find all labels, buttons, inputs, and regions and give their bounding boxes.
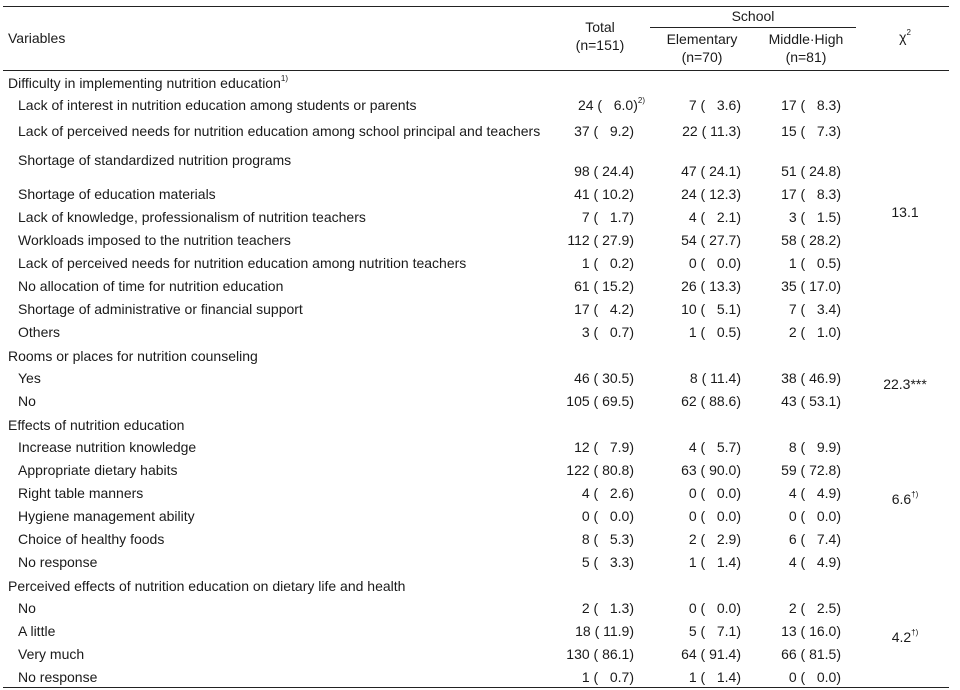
elementary-value: 62 ( 88.6) <box>681 393 741 409</box>
header-variables: Variables <box>8 30 66 46</box>
row-label: Very much <box>18 646 85 662</box>
row-label: Lack of perceived needs for nutrition education among school principal and teachers <box>18 123 541 139</box>
elementary-value: 22 ( 11.3) <box>682 123 741 139</box>
section-title-text: Rooms or places for nutrition counseling <box>8 348 258 364</box>
footnote-marker: 1) <box>280 74 289 84</box>
row-label: Lack of knowledge, professionalism of nutrition teachers <box>18 209 366 225</box>
total-value-text: 61 ( 15.2) <box>574 278 634 294</box>
middle-high-value: 0 ( 0.0) <box>788 508 841 524</box>
row-label: Yes <box>18 370 41 386</box>
total-value-text: 2 ( 1.3) <box>581 600 634 616</box>
row-label: Workloads imposed to the nutrition teachers <box>18 232 291 248</box>
header-middle-high <box>756 30 856 66</box>
header-elementary <box>652 30 752 66</box>
total-value <box>555 507 645 525</box>
total-value <box>555 162 645 180</box>
section-title <box>8 416 184 434</box>
school-group-rule <box>650 27 856 28</box>
total-value <box>555 438 645 456</box>
total-value-text: 7 ( 1.7) <box>581 209 634 225</box>
middle-high-value: 15 ( 7.3) <box>781 123 841 139</box>
total-value <box>555 122 645 140</box>
header-middle-high-n: (n=81) <box>785 49 827 65</box>
elementary-value: 64 ( 91.4) <box>681 646 741 662</box>
elementary-value: 54 ( 27.7) <box>681 232 741 248</box>
section-title <box>8 74 288 92</box>
total-value <box>555 185 645 203</box>
total-value <box>555 599 645 617</box>
total-value <box>555 369 645 387</box>
middle-high-value: 1 ( 0.5) <box>788 255 841 271</box>
total-value-text: 105 ( 69.5) <box>566 393 634 409</box>
total-value-text: 12 ( 7.9) <box>574 439 634 455</box>
header-elementary-n: (n=70) <box>681 49 723 65</box>
middle-high-value: 35 ( 17.0) <box>781 278 841 294</box>
total-value <box>555 668 645 686</box>
total-value-text: 8 ( 5.3) <box>581 531 634 547</box>
total-value-text: 122 ( 80.8) <box>566 462 634 478</box>
middle-high-value: 0 ( 0.0) <box>788 669 841 685</box>
elementary-value: 63 ( 90.0) <box>681 462 741 478</box>
total-value-text: 130 ( 86.1) <box>566 646 634 662</box>
chi-square-value <box>862 490 948 508</box>
elementary-value: 1 ( 1.4) <box>688 669 741 685</box>
elementary-value: 0 ( 0.0) <box>688 508 741 524</box>
footnote-marker: †) <box>911 490 919 500</box>
middle-high-value: 58 ( 28.2) <box>781 232 841 248</box>
total-value-text: 4 ( 2.6) <box>581 485 634 501</box>
footnote-marker: †) <box>911 628 919 638</box>
row-label: Lack of interest in nutrition education among students or parents <box>18 97 417 113</box>
total-value <box>555 323 645 341</box>
row-label: Right table manners <box>18 485 144 501</box>
chi-square-value <box>862 628 948 646</box>
header-total <box>555 18 645 54</box>
row-label: No allocation of time for nutrition education <box>18 278 284 294</box>
row-label: Lack of perceived needs for nutrition education among nutrition teachers <box>18 255 467 271</box>
total-value <box>555 461 645 479</box>
elementary-value: 2 ( 2.9) <box>688 531 741 547</box>
total-value <box>555 96 645 114</box>
header-total-n: (n=151) <box>575 37 625 53</box>
row-label: Shortage of standardized nutrition programs <box>18 152 292 168</box>
middle-high-value: 6 ( 7.4) <box>788 531 841 547</box>
section-title-text: Perceived effects of nutrition education on dietary life and health <box>8 578 406 594</box>
total-value <box>555 645 645 663</box>
middle-high-value: 4 ( 4.9) <box>788 554 841 570</box>
middle-high-value: 8 ( 9.9) <box>788 439 841 455</box>
elementary-value: 8 ( 11.4) <box>689 370 741 386</box>
bottom-rule <box>3 687 949 688</box>
elementary-value: 24 ( 12.3) <box>681 186 741 202</box>
section-title <box>8 577 405 595</box>
total-value <box>555 530 645 548</box>
row-label: Choice of healthy foods <box>18 531 165 547</box>
chi-exponent: 2 <box>906 28 911 38</box>
elementary-value: 10 ( 5.1) <box>681 301 741 317</box>
row-label: Increase nutrition knowledge <box>18 439 197 455</box>
total-value-text: 0 ( 0.0) <box>581 508 634 524</box>
section-title-text: Difficulty in implementing nutrition education <box>8 75 281 91</box>
chi-square-text: 6.6 <box>891 491 912 507</box>
middle-high-value: 51 ( 24.8) <box>781 163 841 179</box>
total-value-text: 112 ( 27.9) <box>567 232 634 248</box>
section-title <box>8 347 258 365</box>
total-value-text: 1 ( 0.7) <box>581 669 634 685</box>
total-value <box>555 300 645 318</box>
middle-high-value: 2 ( 2.5) <box>788 600 841 616</box>
elementary-value: 26 ( 13.3) <box>681 278 741 294</box>
header-elementary-label: Elementary <box>666 31 738 47</box>
row-label: No response <box>18 669 98 685</box>
total-value <box>555 254 645 272</box>
elementary-value: 0 ( 0.0) <box>688 485 741 501</box>
total-value <box>555 622 645 640</box>
total-value-text: 37 ( 9.2) <box>574 123 634 139</box>
total-value-text: 5 ( 3.3) <box>581 554 634 570</box>
total-value-text: 98 ( 24.4) <box>574 163 634 179</box>
total-value-text: 18 ( 11.9) <box>575 623 634 639</box>
total-value-text: 24 ( 6.0) <box>577 97 638 113</box>
chi-square-value <box>862 375 948 393</box>
footnote-marker: 2) <box>637 96 645 106</box>
chi-square-text: 22.3*** <box>883 376 927 392</box>
total-value-text: 46 ( 30.5) <box>574 370 634 386</box>
chi-square-text: 4.2 <box>891 629 912 645</box>
row-label: A little <box>18 623 56 639</box>
elementary-value: 1 ( 0.5) <box>688 324 741 340</box>
elementary-value: 0 ( 0.0) <box>688 255 741 271</box>
total-value <box>555 208 645 226</box>
middle-high-value: 66 ( 81.5) <box>781 646 841 662</box>
middle-high-value: 4 ( 4.9) <box>788 485 841 501</box>
row-label: Others <box>18 324 61 340</box>
middle-high-value: 7 ( 3.4) <box>788 301 841 317</box>
middle-high-value: 17 ( 8.3) <box>781 97 841 113</box>
elementary-value: 7 ( 3.6) <box>688 97 741 113</box>
elementary-value: 47 ( 24.1) <box>681 163 741 179</box>
row-label: Hygiene management ability <box>18 508 195 524</box>
total-value-text: 41 ( 10.2) <box>574 186 634 202</box>
middle-high-value: 38 ( 46.9) <box>781 370 841 386</box>
total-value <box>555 392 645 410</box>
middle-high-value: 3 ( 1.5) <box>788 209 841 225</box>
total-value <box>555 277 645 295</box>
chi-square-value <box>862 203 948 221</box>
row-label: No <box>18 600 36 616</box>
middle-high-value: 2 ( 1.0) <box>788 324 841 340</box>
middle-high-value: 13 ( 16.0) <box>781 623 841 639</box>
middle-high-value: 43 ( 53.1) <box>781 393 841 409</box>
row-label: Appropriate dietary habits <box>18 462 178 478</box>
header-total-label: Total <box>585 19 615 35</box>
elementary-value: 5 ( 7.1) <box>688 623 741 639</box>
elementary-value: 4 ( 2.1) <box>688 209 741 225</box>
row-label: Shortage of administrative or financial support <box>18 301 303 317</box>
section-title-text: Effects of nutrition education <box>8 417 185 433</box>
elementary-value: 1 ( 1.4) <box>688 554 741 570</box>
row-label: No <box>18 393 36 409</box>
chi-square-text: 13.1 <box>891 204 919 220</box>
header-middle-high-label: Middle·High <box>768 31 844 47</box>
total-value-text: 1 ( 0.2) <box>581 255 634 271</box>
header-rule <box>3 70 949 71</box>
total-value-text: 3 ( 0.7) <box>581 324 634 340</box>
chi-symbol: χ <box>899 29 907 45</box>
header-chi-square <box>870 28 940 46</box>
row-label: No response <box>18 554 98 570</box>
elementary-value: 4 ( 5.7) <box>688 439 741 455</box>
total-value <box>555 231 645 249</box>
elementary-value: 0 ( 0.0) <box>688 600 741 616</box>
total-value-text: 17 ( 4.2) <box>574 301 634 317</box>
middle-high-value: 17 ( 8.3) <box>781 186 841 202</box>
total-value <box>555 553 645 571</box>
header-school: School <box>731 8 775 24</box>
row-label: Shortage of education materials <box>18 186 216 202</box>
middle-high-value: 59 ( 72.8) <box>781 462 841 478</box>
total-value <box>555 484 645 502</box>
